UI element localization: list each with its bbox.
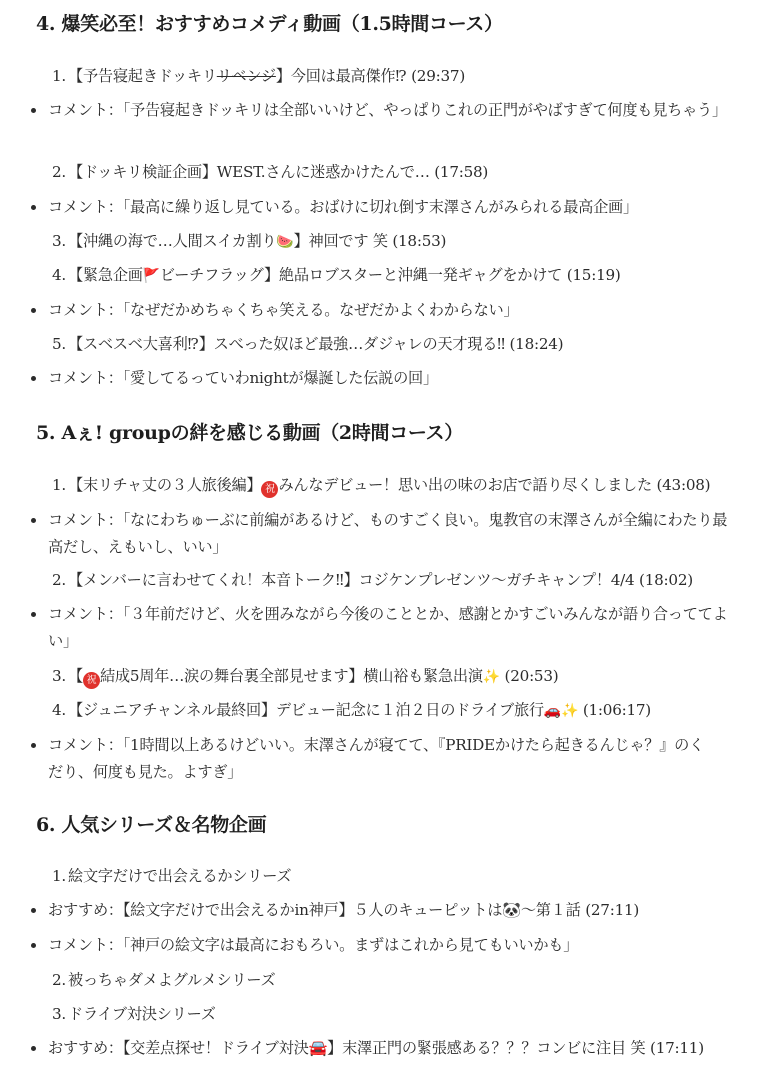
- bullet-icon: [31, 943, 36, 948]
- list-item: 4. 【ジュニアチャンネル最終回】デビュー記念に１泊２日のドライブ旅行🚗✨ (1:06:17): [52, 701, 651, 719]
- celebration-badge-icon: 祝: [83, 672, 100, 689]
- comment: コメント：「予告寝起きドッキリは全部いいけど、やっぱりこれの正門がやばすぎて何度も見ちゃう」: [48, 97, 742, 124]
- bullet-icon: [31, 205, 36, 210]
- section-6-item-3: [0, 1002, 772, 1062]
- section-5-heading: 5. Aぇ! groupの絆を感じる動画（2時間コース）: [36, 422, 464, 444]
- section-6-item-1: [0, 864, 772, 959]
- bullet-icon: [31, 108, 36, 113]
- section-6-heading: 6. 人気シリーズ＆名物企画: [36, 814, 267, 836]
- bullet-icon: [31, 518, 36, 523]
- item-number: 1.: [52, 67, 66, 85]
- section-5-item-2: [0, 568, 772, 655]
- section-4-item-2: [0, 160, 772, 221]
- section-4-item-3: [0, 229, 772, 254]
- section-4-item-5: [0, 332, 772, 392]
- item-text: 【予告寝起きドッキリリベンジ】今回は最高傑作⁉ (29:37): [68, 67, 465, 85]
- car-sparkles-icon: 🚗✨: [543, 703, 579, 719]
- list-item: 3. ドライブ対決シリーズ: [52, 1005, 216, 1023]
- flag-icon: 🚩: [142, 268, 160, 284]
- section-5-item-1: [0, 473, 772, 561]
- bullet-icon: [31, 743, 36, 748]
- bullet-icon: [31, 376, 36, 381]
- list-item: 2. 被っちゃダメよグルメシリーズ: [52, 971, 276, 989]
- recommendation: おすすめ：【絵文字だけで出会えるかin神戸】５人のキューピットは🐼〜第１話 (27:11): [48, 897, 742, 924]
- recommendation: おすすめ：【交差点探せ！ドライブ対決🚘】末澤正門の緊張感ある？？？コンビに注目 笑 (17:11): [48, 1035, 742, 1062]
- watermelon-icon: 🍉: [276, 234, 294, 250]
- section-4-heading: 4. 爆笑必至！おすすめコメディ動画（1.5時間コース）: [36, 13, 503, 35]
- list-item: [52, 64, 772, 88]
- section-5-item-4: [0, 698, 772, 786]
- section-5-item-3: [0, 664, 772, 689]
- comment: コメント：「最高に繰り返し見ている。おばけに切れ倒す末澤さんがみられる最高企画」: [48, 194, 742, 221]
- list-item: 4. 【緊急企画🚩ビーチフラッグ】絶品ロブスターと沖縄一発ギャグをかけて (15:19): [52, 266, 621, 284]
- comment: コメント：「1時間以上あるけどいい。末澤さんが寝てて、『PRIDEかけたら起きるんじゃ？』のくだり、何度も見た。よすぎ」: [48, 732, 742, 786]
- list-item: 3. 【 祝 結成5周年…涙の舞台裏全部見せます】横山裕も緊急出演✨ (20:53): [52, 664, 772, 689]
- bullet-icon: [31, 308, 36, 313]
- section-4-item-4: [0, 263, 772, 324]
- list-item: 1. 【末リチャ丈の３人旅後編】 祝 みんなデビュー！思い出の味のお店で語り尽くしました (43:08): [52, 473, 772, 498]
- list-item: 1. 絵文字だけで出会えるかシリーズ: [52, 867, 292, 885]
- comment: コメント：「愛してるっていわnightが爆誕した伝説の回」: [48, 365, 742, 392]
- list-item: 5. 【スベスベ大喜利⁉】スべった奴ほど最強…ダジャレの天才現る‼ (18:24): [52, 335, 564, 353]
- list-item: 2. 【ドッキリ検証企画】WEST.さんに迷惑かけたんで… (17:58): [52, 163, 489, 181]
- comment: コメント：「なぜだかめちゃくちゃ笑える。なぜだかよくわからない」: [48, 297, 742, 324]
- celebration-badge-icon: 祝: [261, 481, 278, 498]
- bullet-icon: [31, 908, 36, 913]
- section-6-item-2: [0, 968, 772, 992]
- bullet-icon: [31, 1046, 36, 1051]
- list-item: 2. 【メンバーに言わせてくれ！本音トーク‼】コジケンプレゼンツ〜ガチキャンプ！4/4 (18:02): [52, 571, 693, 589]
- comment: コメント：「３年前だけど、火を囲みながら今後のこととか、感謝とかすごいみんなが語り合っててよい」: [48, 601, 742, 655]
- bullet-icon: [31, 612, 36, 617]
- comment: コメント：「神戸の絵文字は最高におもろい。まずはこれから見てもいいかも」: [48, 932, 742, 959]
- comment: コメント：「なにわちゅーぶに前編があるけど、ものすごく良い。鬼教官の末澤さんが全編にわたり最高だし、えもいし、いい」: [48, 507, 742, 561]
- sparkles-icon: ✨: [482, 669, 500, 685]
- section-4-list: [0, 64, 772, 124]
- list-item: 3. 【沖縄の海で…人間スイカ割り🍉】神回です 笑 (18:53): [52, 232, 447, 250]
